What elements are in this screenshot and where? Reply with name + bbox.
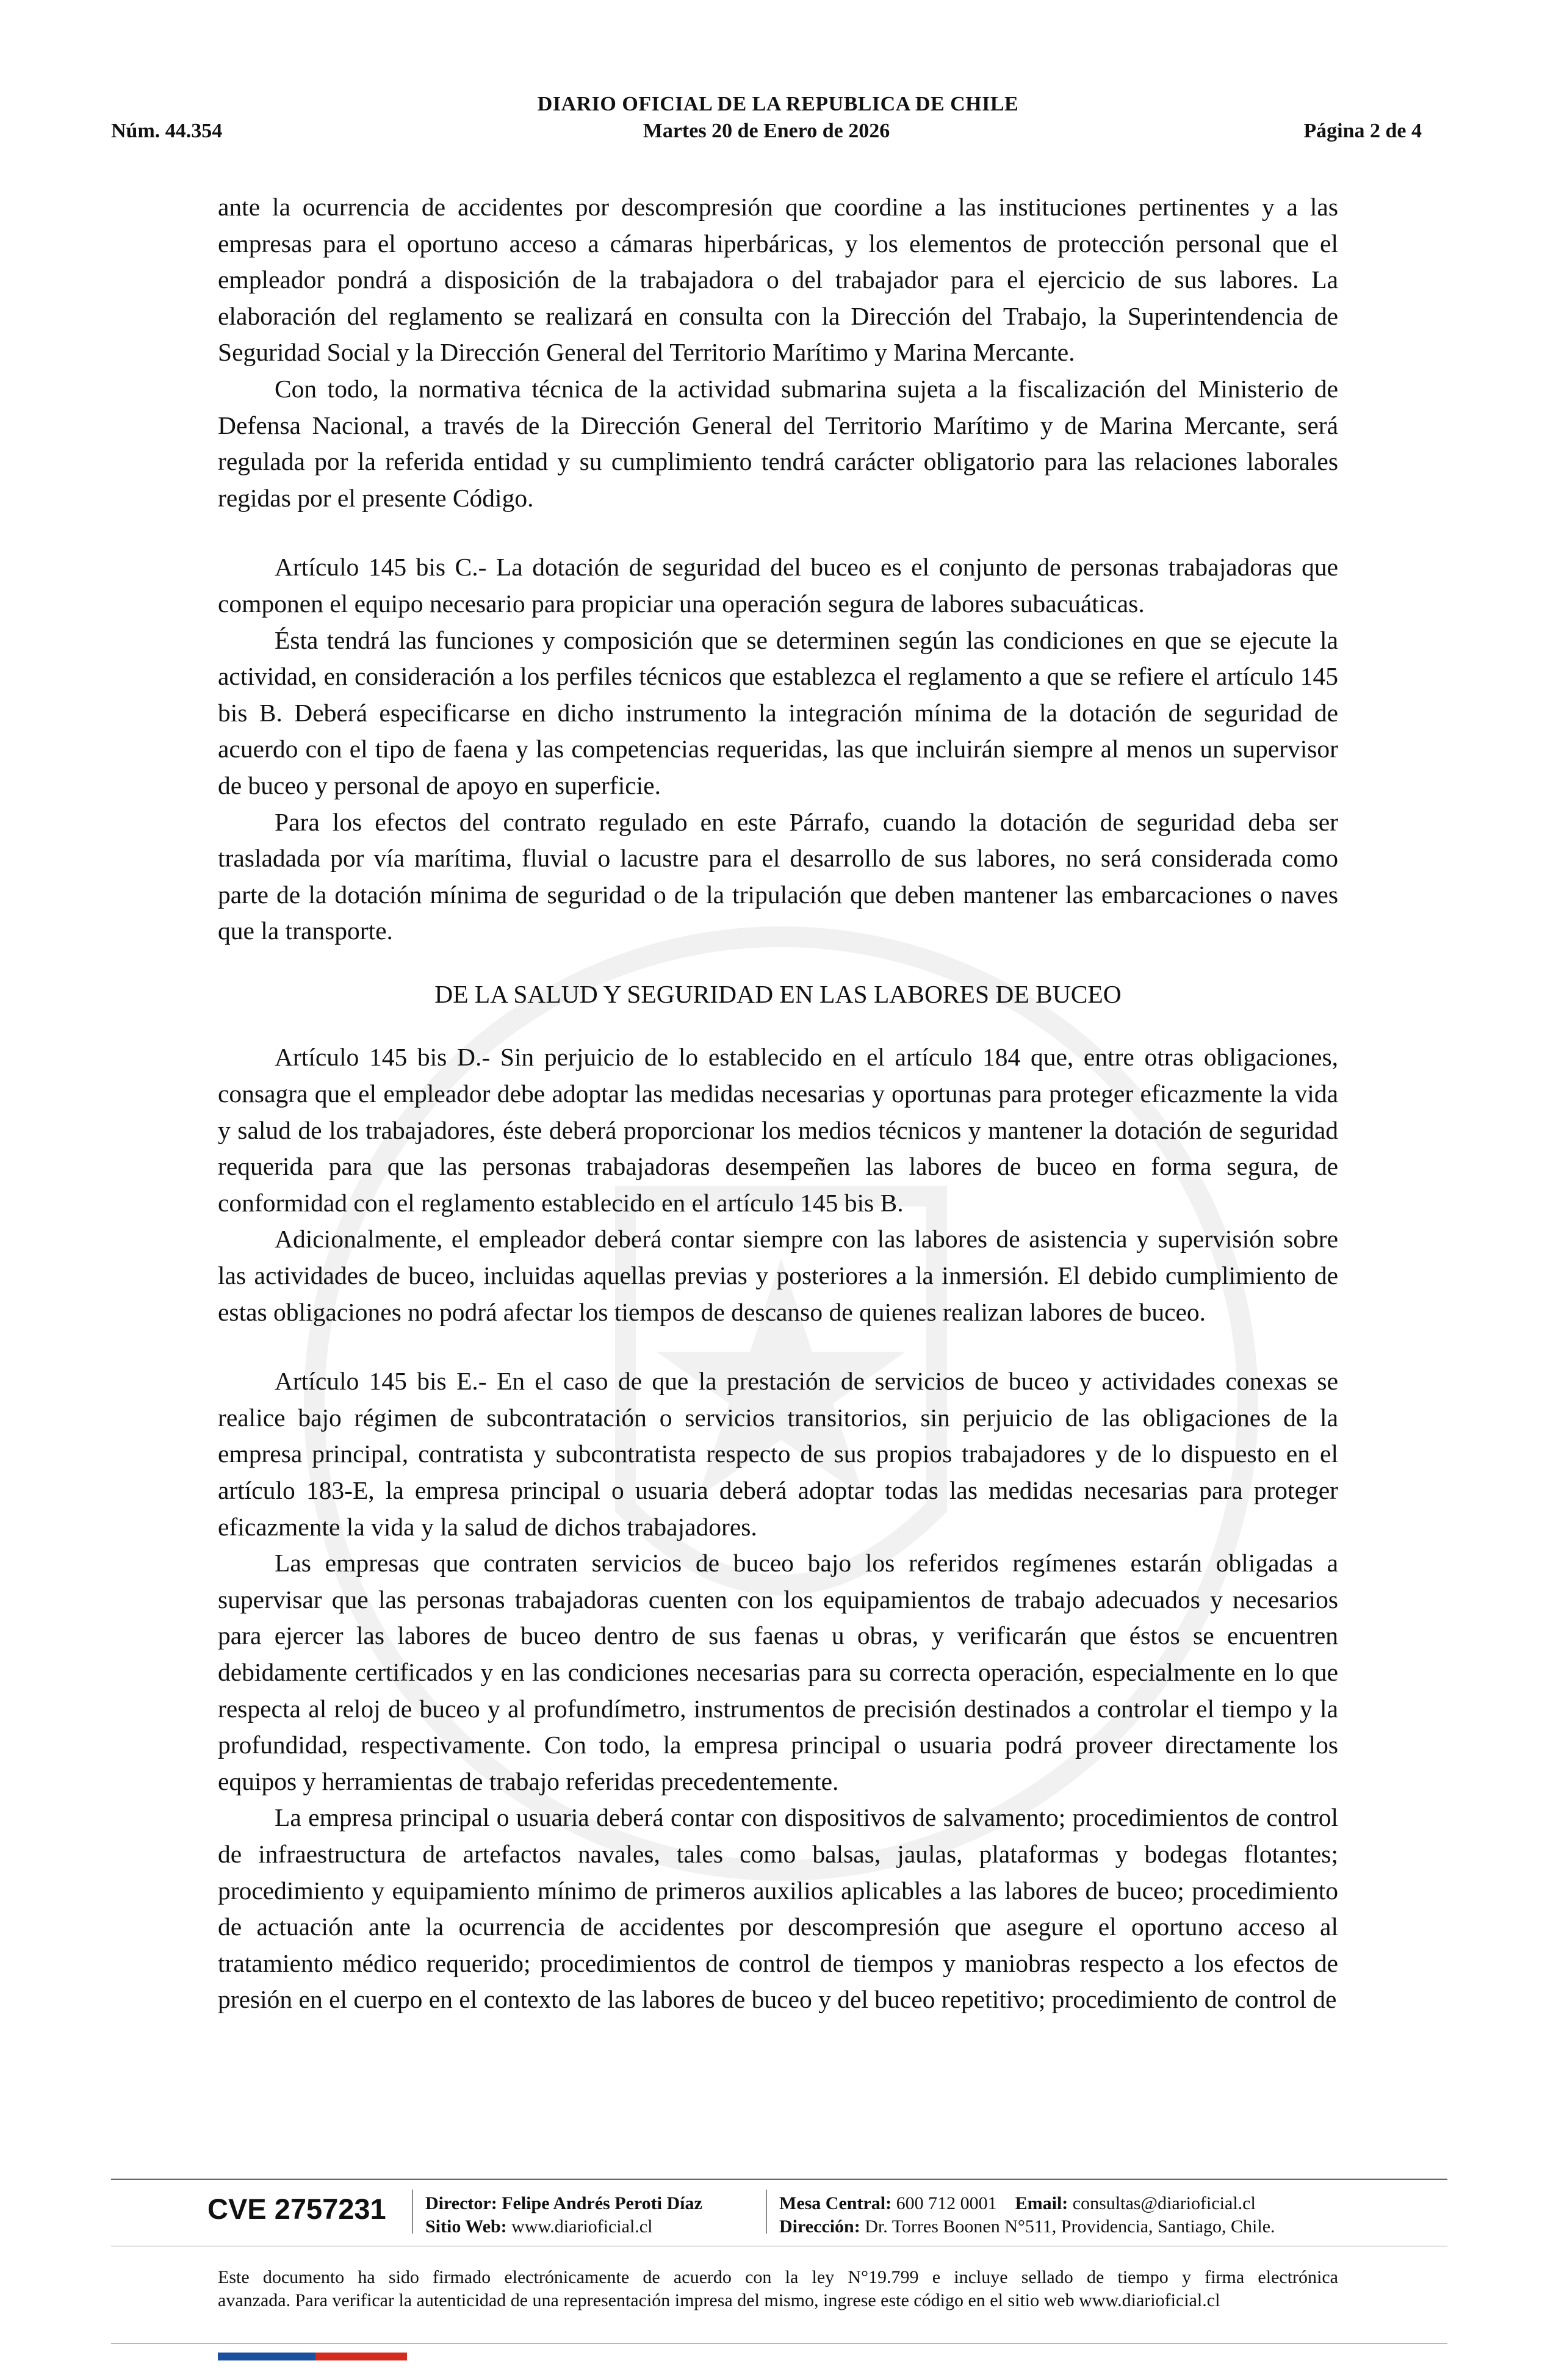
paragraph-article-145-bis-c: Artículo 145 bis C.- La dotación de seguridad del buceo es el conjunto de personas trabajadoras que componen el equipo necesario para propiciar una operación segura de labores subacuáticas.	[218, 553, 1338, 618]
paragraph: ante la ocurrencia de accidentes por descompresión que coordine a las instituciones pertinentes y a las empresas para el oportuno acceso a cámaras hiperbáricas, y los elementos de protección personal que el empleador pondrá a disposición de la trabajadora o del trabajador para el ejercicio de sus labores. La elaboración del reglamento se realizará en consulta con la Dirección del Trabajo, la Superintendencia de Seguridad Social y la Dirección General del Territorio Marítimo y Marina Mercante.	[218, 193, 1338, 367]
address-label: Dirección:	[779, 2216, 860, 2237]
header-row	[111, 120, 1422, 146]
flag-stripe-red	[315, 2353, 407, 2360]
email-link[interactable]: consultas@diarioficial.cl	[1072, 2193, 1256, 2213]
footer-director-block	[425, 2192, 702, 2238]
mesa-label: Mesa Central:	[779, 2193, 892, 2213]
article-body	[218, 189, 1338, 2018]
paragraph: Con todo, la normativa técnica de la actividad submarina sujeta a la fiscalización del Ministerio de Defensa Nacional, a través de la Dirección General del Territorio Marítimo y de Marina Mercante, será regulada por la referida entidad y su cumplimiento tendrá carácter obligatorio para las relaciones laborales regidas por el presente Código.	[218, 374, 1338, 512]
legal-notice	[218, 2266, 1338, 2312]
director-label: Director:	[425, 2193, 497, 2213]
issue-date: Martes 20 de Enero de 2026	[643, 120, 890, 142]
paragraph: Adicionalmente, el empleador deberá contar siempre con las labores de asistencia y supervisión sobre las actividades de buceo, incluidas aquellas previas y posteriores a la inmersión. El debido cumplimiento de estas obligaciones no podrá afectar los tiempos de descanso de quienes realizan labores de buceo.	[218, 1225, 1338, 1326]
paragraph-gap	[218, 1012, 1338, 1039]
paragraph-gap	[218, 1330, 1338, 1363]
legal-line: avanzada. Para verificar la autenticidad de una representación impresa del mismo, ingrese este código en el sitio web www.diarioficial.cl	[218, 2290, 1220, 2310]
paragraph: La empresa principal o usuaria deberá contar con dispositivos de salvamento; procedimientos de control de infraestructura de artefactos navales, tales como balsas, jaulas, plataformas y bodegas flotantes; procedimiento y equipamiento mínimo de primeros auxilios aplicables a las labores de buceo; procedimiento de actuación ante la ocurrencia de accidentes por descompresión que asegure el oportuno acceso al tratamiento médico requerido; procedimientos de control de tiempos y maniobras respecto a los efectos de presión en el cuerpo en el contexto de las labores de buceo y del buceo repetitivo; procedimiento de control de	[218, 1803, 1338, 2014]
section-heading: DE LA SALUD Y SEGURIDAD EN LAS LABORES DE BUCEO	[434, 979, 1122, 1008]
issue-number: Núm. 44.354	[111, 120, 223, 142]
director-name: Felipe Andrés Peroti Díaz	[502, 2193, 702, 2213]
paragraph-article-145-bis-e: Artículo 145 bis E.- En el caso de que la prestación de servicios de buceo y actividades conexas se realice bajo régimen de subcontratación o servicios transitorios, sin perjuicio de las obligaciones de la empresa principal, contratista y subcontratista respecto de sus propios trabajadores y de lo dispuesto en el artículo 183-E, la empresa principal o usuaria deberá adoptar todas las medidas necesarias para proteger eficazmente la vida y la salud de dichos trabajadores.	[218, 1367, 1338, 1541]
legal-line: Este documento ha sido firmado electrónicamente de acuerdo con la ley N°19.799 e incluye sellado de tiempo y firma electrónica	[218, 2267, 1338, 2287]
paragraph-gap	[218, 950, 1338, 976]
page-indicator: Página 2 de 4	[1303, 120, 1422, 142]
footer-divider	[111, 2179, 1447, 2180]
footer-separator	[766, 2190, 767, 2234]
footer-contact-block	[779, 2192, 1275, 2238]
paragraph-gap	[218, 516, 1338, 549]
paragraph: Las empresas que contraten servicios de buceo bajo los referidos regímenes estarán obligadas a supervisar que las personas trabajadoras cuenten con los equipamientos de trabajo adecuados y necesarios para ejercer las labores de buceo dentro de sus faenas u obras, y verificarán que éstos se encuentren debidamente certificados y en las condiciones necesarias para su correcta operación, especialmente en lo que respecta al reloj de buceo y al profundímetro, instrumentos de precisión destinados a controlar el tiempo y la profundidad, respectivamente. Con todo, la empresa principal o usuaria podrá proveer directamente los equipos y herramientas de trabajo referidas precedentemente.	[218, 1549, 1338, 1795]
email-label: Email:	[1015, 2193, 1068, 2213]
address-text: Dr. Torres Boonen N°511, Providencia, Santiago, Chile.	[865, 2216, 1275, 2237]
website-link[interactable]: www.diarioficial.cl	[511, 2216, 653, 2237]
mesa-phone: 600 712 0001	[896, 2193, 997, 2213]
cve-code: CVE 2757231	[207, 2193, 386, 2225]
paragraph-article-145-bis-d: Artículo 145 bis D.- Sin perjuicio de lo establecido en el artículo 184 que, entre otras obligaciones, consagra que el empleador debe adoptar las medidas necesarias y oportunas para proteger eficazmente la vida y salud de los trabajadores, éste deberá proporcionar los medios técnicos y mantener la dotación de seguridad requerida para que las personas trabajadoras desempeñen las labores de buceo en forma segura, de conformidad con el reglamento establecido en el artículo 145 bis B.	[218, 1043, 1338, 1217]
paragraph: Para los efectos del contrato regulado en este Párrafo, cuando la dotación de seguridad deba ser trasladada por vía marítima, fluvial o lacustre para el desarrollo de sus labores, no será considerada como parte de la dotación mínima de seguridad o de la tripulación que deben mantener las embarcaciones o naves que la transporte.	[218, 807, 1338, 945]
website-label: Sitio Web:	[425, 2216, 507, 2237]
footer-divider	[111, 2343, 1447, 2344]
flag-stripe-blue	[218, 2353, 315, 2360]
footer-separator	[412, 2190, 413, 2234]
publication-title: DIARIO OFICIAL DE LA REPUBLICA DE CHILE	[537, 93, 1019, 115]
paragraph: Ésta tendrá las funciones y composición que se determinen según las condiciones en que se ejecute la actividad, en consideración a los perfiles técnicos que establezca el reglamento a que se refiere el artículo 145 bis B. Deberá especificarse en dicho instrumento la integración mínima de la dotación de seguridad de acuerdo con el tipo de faena y las competencias requeridas, las que incluirán siempre al menos un supervisor de buceo y personal de apoyo en superficie.	[218, 626, 1338, 799]
